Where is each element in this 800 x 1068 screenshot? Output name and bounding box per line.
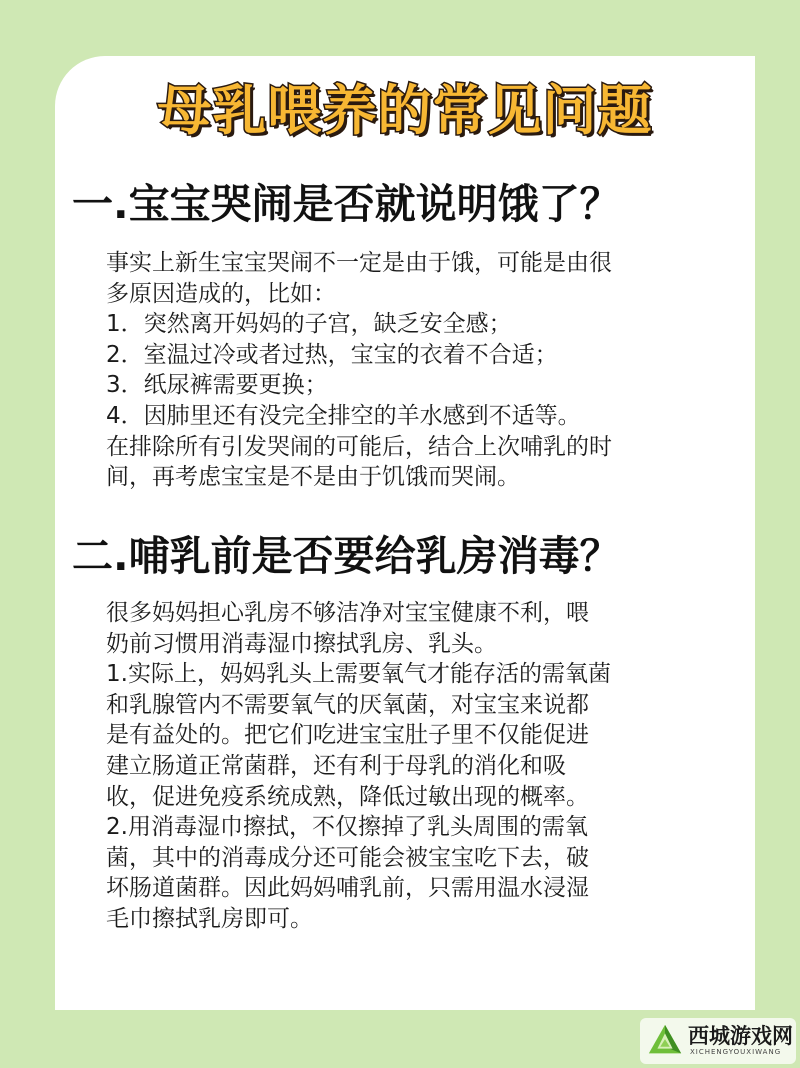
body-line: 收，促进免疫系统成熟，降低过敏出现的概率。 (106, 783, 589, 810)
body-line: 多原因造成的，比如： (106, 280, 336, 307)
body-line: 在排除所有引发哭闹的可能后，结合上次哺乳的时 (106, 433, 612, 460)
body-line: 建立肠道正常菌群，还有利于母乳的消化和吸 (106, 752, 566, 779)
body-line: 1．突然离开妈妈的子宫，缺乏安全感； (106, 311, 512, 338)
page-title: 母乳喂养的常见问题 (157, 79, 653, 142)
body-line: 和乳腺管内不需要氧气的厌氧菌，对宝宝来说都 (106, 691, 589, 718)
green-pyramid-logo-icon (646, 1022, 684, 1060)
body-line: 3．纸尿裤需要更换； (106, 372, 328, 399)
body-line: 是有益处的。把它们吃进宝宝肚子里不仅能促进 (106, 722, 589, 749)
body-line: 1.实际上，妈妈乳头上需要氧气才能存活的需氧菌 (106, 661, 611, 688)
watermark[interactable] (640, 1018, 796, 1064)
body-line: 很多妈妈担心乳房不够洁净对宝宝健康不利，喂 (106, 600, 589, 626)
body-line: 4．因肺里还有没完全排空的羊水感到不适等。 (106, 402, 581, 429)
watermark-sub: XICHENGYOUXIWANG (690, 1048, 782, 1056)
body-line: 坏肠道菌群。因此妈妈哺乳前，只需用温水浸湿 (106, 875, 589, 902)
body-line: 2．室温过冷或者过热，宝宝的衣着不合适； (106, 341, 558, 368)
watermark-name: 西城游戏网 (688, 1024, 793, 1048)
body-line: 2.用消毒湿巾擦拭，不仅擦掉了乳头周围的需氧 (106, 814, 588, 841)
body-line: 事实上新生宝宝哭闹不一定是由于饿，可能是由很 (106, 250, 612, 276)
body-line: 奶前习惯用消毒湿巾擦拭乳房、乳头。 (106, 630, 497, 657)
section-body-1 (106, 248, 736, 493)
body-line: 毛巾擦拭乳房即可。 (106, 905, 313, 932)
body-line: 间，再考虑宝宝是不是由于饥饿而哭闹。 (106, 464, 520, 491)
section-body-2 (106, 598, 736, 935)
section-heading-1: 一.宝宝哭闹是否就说明饿了？ (72, 180, 621, 228)
section-heading-2: 二.哺乳前是否要给乳房消毒？ (72, 532, 621, 580)
body-line: 菌，其中的消毒成分还可能会被宝宝吃下去，破 (106, 844, 589, 871)
